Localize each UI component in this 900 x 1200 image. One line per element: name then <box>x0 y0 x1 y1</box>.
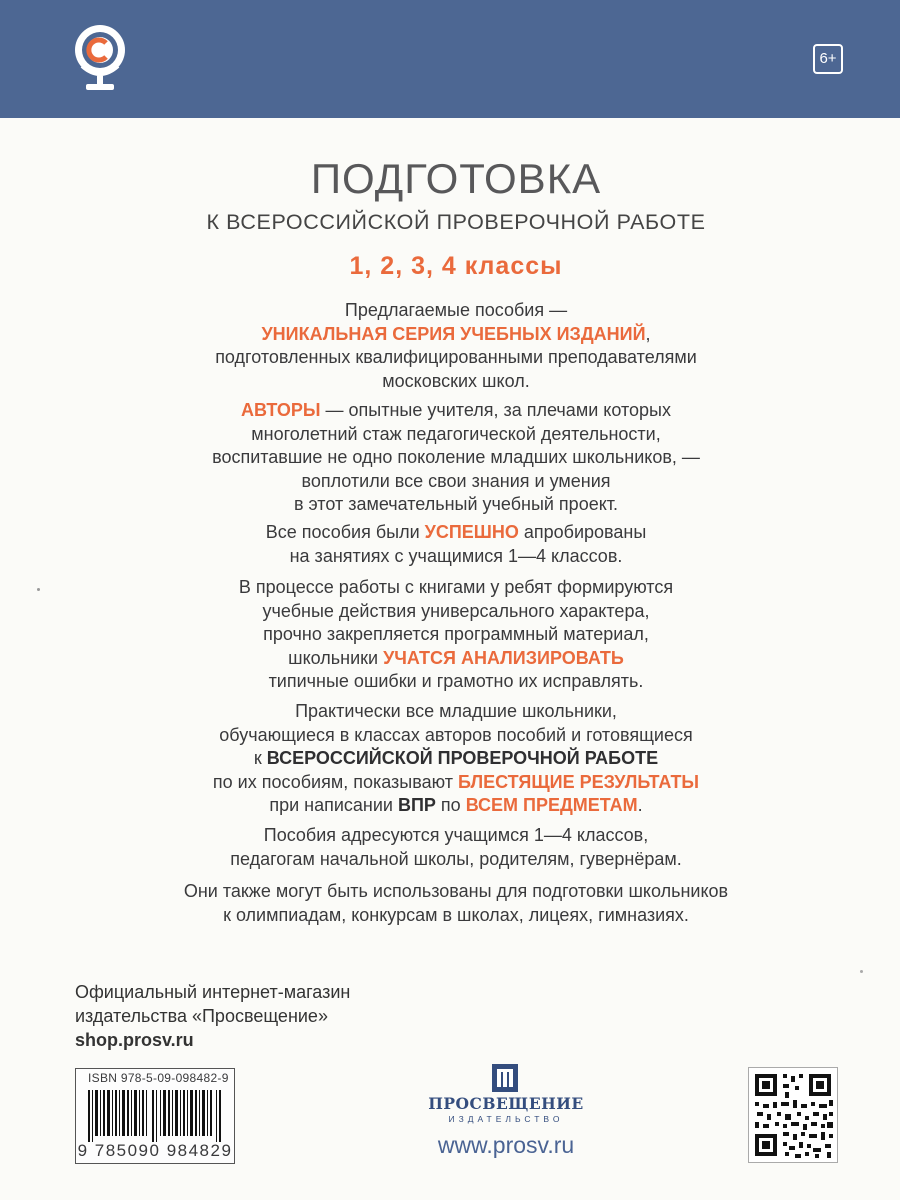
shop-info <box>75 980 350 1052</box>
shop-url-link[interactable]: shop.prosv.ru <box>75 1030 194 1050</box>
text-line <box>0 323 900 347</box>
audience-paragraph <box>0 824 900 871</box>
text-line: учебные действия универсального характера, <box>262 600 650 621</box>
olympiad-paragraph <box>0 880 900 927</box>
text-span: , <box>645 323 651 344</box>
text-line: Практически все младшие школьники, <box>295 701 617 721</box>
publisher-name: ПРОСВЕЩЕНИЕ <box>428 1094 584 1113</box>
text-line: на занятиях с учащимися 1—4 классов. <box>289 545 623 566</box>
text-line: В процессе работы с книгами у ребят формируются <box>238 577 674 597</box>
text-span: — опытные учителя, за плечами которых <box>320 400 671 420</box>
text-line: московских школ. <box>382 370 530 391</box>
bold-text: ВПР <box>397 795 436 816</box>
text-line: прочно закрепляется программный материал, <box>263 624 649 645</box>
text-line <box>0 794 900 818</box>
process-paragraph <box>0 576 900 694</box>
age-rating-badge: 6+ <box>813 44 843 74</box>
text-line: педагогам начальной школы, родителям, гувернёрам. <box>230 848 682 869</box>
page-title: ПОДГОТОВКА <box>310 155 602 202</box>
grades-label: 1, 2, 3, 4 классы <box>349 252 563 280</box>
authors-paragraph <box>0 399 900 517</box>
highlight-text: УНИКАЛЬНАЯ СЕРИЯ УЧЕБНЫХ ИЗДАНИЙ <box>261 323 646 344</box>
highlight-text: УЧАТСЯ АНАЛИЗИРОВАТЬ <box>383 647 624 668</box>
text-line: воплотили все свои знания и умения <box>301 470 611 491</box>
text-line: Они также могут быть использованы для подготовки школьников <box>183 881 729 901</box>
bold-text: ВСЕРОССИЙСКОЙ ПРОВЕРОЧНОЙ РАБОТЕ <box>266 748 659 769</box>
text-span: . <box>637 795 643 816</box>
print-speck <box>37 588 40 591</box>
publisher-site-link[interactable]: www.prosv.ru <box>437 1132 575 1158</box>
prosveshchenie-book-mark-icon <box>490 1062 520 1094</box>
text-line: Пособия адресуются учащимся 1—4 классов, <box>263 825 649 845</box>
prosveshchenie-globe-logo-icon <box>72 22 128 96</box>
text-span: при написании <box>269 795 398 816</box>
text-line: к олимпиадам, конкурсам в школах, лицеях, гимназиях. <box>223 904 689 925</box>
text-span: апробированы <box>518 522 647 542</box>
print-speck <box>860 970 863 973</box>
text-line: многолетний стаж педагогической деятельности, <box>251 423 661 444</box>
text-line: типичные ошибки и грамотно их исправлять. <box>268 671 644 692</box>
barcode-digits: 9 785090 984829 <box>77 1141 233 1160</box>
text-line <box>0 647 900 671</box>
text-span: по <box>435 795 466 816</box>
text-span: школьники <box>288 647 384 668</box>
highlight-text: БЛЕСТЯЩИЕ РЕЗУЛЬТАТЫ <box>457 771 700 792</box>
text-line: подготовленных квалифицированными преподавателями <box>215 347 697 368</box>
qr-code-icon <box>748 1067 838 1163</box>
shop-line: издательства «Просвещение» <box>75 1006 328 1026</box>
text-line <box>0 747 900 771</box>
highlight-text: ВСЕМ ПРЕДМЕТАМ <box>465 795 638 816</box>
publisher-subtitle: ИЗДАТЕЛЬСТВО <box>448 1114 564 1124</box>
shop-line: Официальный интернет-магазин <box>75 982 351 1002</box>
intro-paragraph <box>0 299 900 393</box>
text-line: Предлагаемые пособия — <box>344 300 568 320</box>
text-line <box>0 521 900 545</box>
text-span: к <box>253 748 267 769</box>
approval-paragraph <box>0 521 900 568</box>
isbn-label: ISBN 978-5-09-098482-9 <box>88 1071 229 1085</box>
text-line <box>0 771 900 795</box>
page-subtitle: К ВСЕРОССИЙСКОЙ ПРОВЕРОЧНОЙ РАБОТЕ <box>206 210 706 234</box>
text-span: по их пособиям, показывают <box>212 771 458 792</box>
text-line: воспитавшие не одно поколение младших школьников, — <box>212 447 700 468</box>
text-line: в этот замечательный учебный проект. <box>293 494 619 515</box>
header-bar <box>0 0 900 118</box>
text-line: обучающиеся в классах авторов пособий и готовящиеся <box>219 724 693 745</box>
text-line <box>0 399 900 423</box>
highlight-text: УСПЕШНО <box>424 522 519 542</box>
text-span: Все пособия были <box>265 522 425 542</box>
highlight-text: АВТОРЫ <box>241 400 321 420</box>
results-paragraph <box>0 700 900 818</box>
